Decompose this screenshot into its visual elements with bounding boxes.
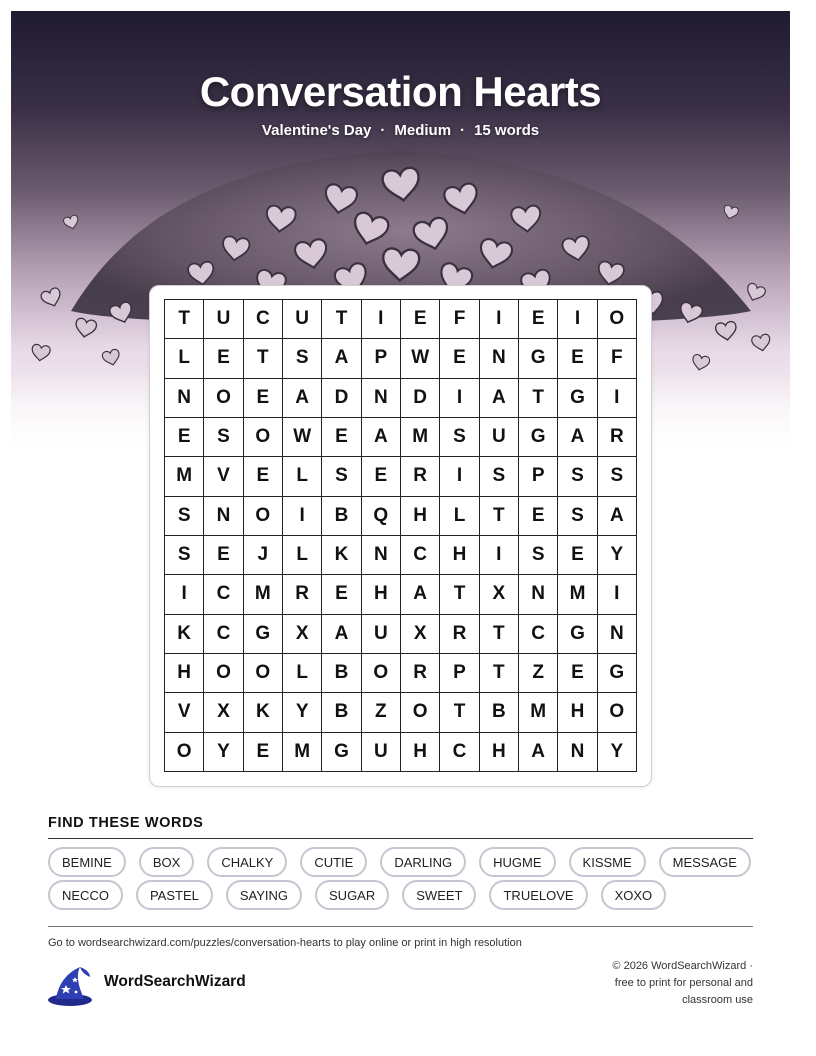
grid-cell[interactable]: S xyxy=(440,418,479,457)
grid-cell[interactable]: Q xyxy=(362,497,401,536)
grid-cell[interactable]: O xyxy=(401,693,440,732)
copyright-line: free to print for personal and xyxy=(614,977,753,989)
grid-cell[interactable]: C xyxy=(401,536,440,575)
grid-cell[interactable]: R xyxy=(401,654,440,693)
grid-cell[interactable]: V xyxy=(165,693,204,732)
grid-cell[interactable]: B xyxy=(322,654,361,693)
grid-cell[interactable]: H xyxy=(165,654,204,693)
grid-cell[interactable]: J xyxy=(244,536,283,575)
word-pill: SUGAR xyxy=(315,880,389,910)
grid-cell[interactable]: G xyxy=(519,418,558,457)
grid-cell[interactable]: A xyxy=(283,379,322,418)
grid-cell[interactable]: A xyxy=(322,339,361,378)
grid-cell[interactable]: S xyxy=(204,418,243,457)
grid-cell[interactable]: U xyxy=(480,418,519,457)
word-pill: BOX xyxy=(139,847,194,877)
grid-cell[interactable]: D xyxy=(401,379,440,418)
grid-cell[interactable]: N xyxy=(598,615,637,654)
footer-note: Go to wordsearchwizard.com/puzzles/conversation-hearts to play online or print in high resolution xyxy=(48,937,522,949)
word-pill: NECCO xyxy=(48,880,123,910)
grid-cell[interactable]: I xyxy=(480,536,519,575)
grid-cell[interactable]: S xyxy=(480,457,519,496)
word-pill: HUGME xyxy=(479,847,555,877)
grid-cell[interactable]: Y xyxy=(204,733,243,772)
grid-cell[interactable]: N xyxy=(558,733,597,772)
grid-cell[interactable]: I xyxy=(283,497,322,536)
grid-cell[interactable]: S xyxy=(558,457,597,496)
grid-cell[interactable]: O xyxy=(244,654,283,693)
word-pill: BEMINE xyxy=(48,847,126,877)
grid-cell[interactable]: Y xyxy=(598,733,637,772)
grid-cell[interactable]: E xyxy=(244,733,283,772)
candy-heart-shape xyxy=(40,287,64,309)
grid-cell[interactable]: E xyxy=(519,300,558,339)
grid-cell[interactable]: N xyxy=(519,575,558,614)
grid-cell[interactable]: C xyxy=(519,615,558,654)
grid-cell[interactable]: L xyxy=(283,536,322,575)
grid-cell[interactable]: A xyxy=(362,418,401,457)
grid-cell[interactable]: W xyxy=(283,418,322,457)
grid-cell[interactable]: E xyxy=(362,457,401,496)
grid-cell[interactable]: S xyxy=(165,497,204,536)
grid-cell[interactable]: A xyxy=(558,418,597,457)
candy-heart-shape xyxy=(74,318,97,339)
grid-cell[interactable]: O xyxy=(362,654,401,693)
grid-cell[interactable]: T xyxy=(440,575,479,614)
grid-cell[interactable]: C xyxy=(440,733,479,772)
grid-cell[interactable]: E xyxy=(244,379,283,418)
grid-cell[interactable]: M xyxy=(165,457,204,496)
grid-cell[interactable]: R xyxy=(283,575,322,614)
grid-cell[interactable]: P xyxy=(362,339,401,378)
grid-cell[interactable]: I xyxy=(440,379,479,418)
grid-cell[interactable]: T xyxy=(480,615,519,654)
grid-cell[interactable]: U xyxy=(204,300,243,339)
grid-cell[interactable]: C xyxy=(204,615,243,654)
wizard-hat-icon xyxy=(46,963,94,1007)
word-pill: XOXO xyxy=(601,880,667,910)
grid-cell[interactable]: K xyxy=(244,693,283,732)
grid-cell[interactable]: Y xyxy=(598,536,637,575)
grid-cell[interactable]: I xyxy=(165,575,204,614)
candy-heart-shape xyxy=(751,334,771,353)
difficulty-label: Medium xyxy=(394,122,452,139)
grid-cell[interactable]: G xyxy=(322,733,361,772)
grid-cell[interactable]: F xyxy=(598,339,637,378)
grid-cell[interactable]: U xyxy=(362,733,401,772)
grid-cell[interactable]: O xyxy=(204,379,243,418)
grid-cell[interactable]: G xyxy=(558,379,597,418)
candy-heart-shape xyxy=(691,354,710,372)
grid-cell[interactable]: E xyxy=(204,339,243,378)
divider xyxy=(48,838,753,839)
grid-cell[interactable]: R xyxy=(440,615,479,654)
word-pill: MESSAGE xyxy=(659,847,751,877)
word-pill: DARLING xyxy=(380,847,466,877)
grid-cell[interactable]: V xyxy=(204,457,243,496)
grid-cell[interactable]: E xyxy=(558,654,597,693)
grid-cell[interactable]: P xyxy=(440,654,479,693)
grid-cell[interactable]: S xyxy=(519,536,558,575)
candy-heart-shape xyxy=(31,344,51,362)
copyright-line: © 2026 WordSearchWizard · xyxy=(612,960,753,972)
word-pill: CHALKY xyxy=(207,847,287,877)
grid-cell[interactable]: S xyxy=(165,536,204,575)
grid-cell[interactable]: R xyxy=(598,418,637,457)
grid-cell[interactable]: S xyxy=(283,339,322,378)
candy-heart-shape xyxy=(102,349,122,367)
grid-cell[interactable]: Y xyxy=(283,693,322,732)
word-pill: CUTIE xyxy=(300,847,367,877)
grid-cell[interactable]: G xyxy=(558,615,597,654)
grid-cell[interactable]: U xyxy=(362,615,401,654)
grid-cell[interactable]: U xyxy=(283,300,322,339)
grid-cell[interactable]: L xyxy=(283,457,322,496)
grid-cell[interactable]: E xyxy=(244,457,283,496)
grid-cell[interactable]: O xyxy=(244,418,283,457)
grid-cell[interactable]: E xyxy=(401,300,440,339)
grid-cell[interactable]: N xyxy=(362,536,401,575)
separator-dot: · xyxy=(380,122,386,139)
grid-cell[interactable]: H xyxy=(362,575,401,614)
grid-cell[interactable]: T xyxy=(165,300,204,339)
grid-cell[interactable]: M xyxy=(558,575,597,614)
grid-cell[interactable]: I xyxy=(440,457,479,496)
grid-cell[interactable]: T xyxy=(244,339,283,378)
puzzle-meta xyxy=(11,122,790,139)
grid-cell[interactable]: W xyxy=(401,339,440,378)
candy-heart-shape xyxy=(715,321,738,341)
grid-cell[interactable]: T xyxy=(480,497,519,536)
grid-cell[interactable]: N xyxy=(362,379,401,418)
grid-cell[interactable]: M xyxy=(283,733,322,772)
grid-cell[interactable]: A xyxy=(598,497,637,536)
word-pill: PASTEL xyxy=(136,880,213,910)
grid-cell[interactable]: Z xyxy=(519,654,558,693)
grid-cell[interactable]: O xyxy=(165,733,204,772)
grid-cell[interactable]: G xyxy=(598,654,637,693)
grid-cell[interactable]: O xyxy=(598,693,637,732)
grid-cell[interactable]: E xyxy=(558,536,597,575)
word-pill: SWEET xyxy=(402,880,476,910)
word-list-heading: FIND THESE WORDS xyxy=(48,815,204,831)
grid-cell[interactable]: M xyxy=(519,693,558,732)
word-count-label: 15 words xyxy=(474,122,540,139)
word-pill: TRUELOVE xyxy=(489,880,587,910)
grid-cell[interactable]: E xyxy=(322,418,361,457)
grid-cell[interactable]: E xyxy=(558,339,597,378)
grid-cell[interactable]: O xyxy=(598,300,637,339)
grid-cell[interactable]: O xyxy=(244,497,283,536)
word-pill: KISSME xyxy=(569,847,646,877)
grid-cell[interactable]: X xyxy=(401,615,440,654)
grid-cell[interactable]: G xyxy=(519,339,558,378)
grid-cell[interactable]: Z xyxy=(362,693,401,732)
divider xyxy=(48,926,753,927)
grid-cell[interactable]: I xyxy=(598,379,637,418)
grid-cell[interactable]: B xyxy=(322,497,361,536)
grid-cell[interactable]: I xyxy=(598,575,637,614)
grid-cell[interactable]: X xyxy=(204,693,243,732)
grid-cell[interactable]: B xyxy=(480,693,519,732)
grid-cell[interactable]: X xyxy=(283,615,322,654)
grid-cell[interactable]: A xyxy=(401,575,440,614)
brand-name: WordSearchWizard xyxy=(104,973,246,990)
separator-dot: · xyxy=(460,122,466,139)
grid-cell[interactable]: A xyxy=(322,615,361,654)
grid-cell[interactable]: T xyxy=(480,654,519,693)
grid-cell[interactable]: O xyxy=(204,654,243,693)
grid-cell[interactable]: C xyxy=(204,575,243,614)
grid-cell[interactable]: B xyxy=(322,693,361,732)
grid-cell[interactable]: K xyxy=(165,615,204,654)
grid-cell[interactable]: H xyxy=(558,693,597,732)
grid-cell[interactable]: E xyxy=(519,497,558,536)
grid-cell[interactable]: H xyxy=(401,497,440,536)
grid-cell[interactable]: N xyxy=(165,379,204,418)
grid-cell[interactable]: L xyxy=(165,339,204,378)
copyright-line: classroom use xyxy=(682,994,753,1006)
candy-heart-shape xyxy=(63,215,80,231)
grid-cell[interactable]: I xyxy=(480,300,519,339)
copyright-notice xyxy=(560,958,753,1009)
grid-cell[interactable]: N xyxy=(204,497,243,536)
grid-cell[interactable]: E xyxy=(204,536,243,575)
grid-cell[interactable]: X xyxy=(480,575,519,614)
grid-cell[interactable]: L xyxy=(283,654,322,693)
word-list xyxy=(48,847,758,910)
grid-cell[interactable]: K xyxy=(322,536,361,575)
grid-cell[interactable]: E xyxy=(322,575,361,614)
theme-label: Valentine's Day xyxy=(261,122,372,139)
grid-cell[interactable]: E xyxy=(440,339,479,378)
grid-cell[interactable]: M xyxy=(244,575,283,614)
grid-cell[interactable]: N xyxy=(480,339,519,378)
grid-cell[interactable]: M xyxy=(401,418,440,457)
letter-grid[interactable] xyxy=(164,299,637,772)
grid-cell[interactable]: T xyxy=(519,379,558,418)
grid-cell[interactable]: I xyxy=(558,300,597,339)
grid-cell[interactable]: S xyxy=(598,457,637,496)
grid-cell[interactable]: T xyxy=(440,693,479,732)
grid-cell[interactable]: I xyxy=(362,300,401,339)
grid-cell[interactable]: T xyxy=(322,300,361,339)
grid-cell[interactable]: P xyxy=(519,457,558,496)
grid-cell[interactable]: A xyxy=(480,379,519,418)
grid-cell[interactable]: E xyxy=(165,418,204,457)
grid-cell[interactable]: A xyxy=(519,733,558,772)
grid-cell[interactable]: S xyxy=(322,457,361,496)
grid-cell[interactable]: S xyxy=(558,497,597,536)
page-title: Conversation Hearts xyxy=(199,68,602,115)
grid-cell[interactable]: H xyxy=(401,733,440,772)
grid-cell[interactable]: D xyxy=(322,379,361,418)
grid-cell[interactable]: F xyxy=(440,300,479,339)
grid-cell[interactable]: L xyxy=(440,497,479,536)
candy-heart-shape xyxy=(722,205,739,221)
grid-cell[interactable]: G xyxy=(244,615,283,654)
candy-heart-shape xyxy=(744,282,767,303)
grid-cell[interactable]: R xyxy=(401,457,440,496)
grid-cell[interactable]: C xyxy=(244,300,283,339)
word-pill: SAYING xyxy=(226,880,302,910)
grid-cell[interactable]: H xyxy=(440,536,479,575)
grid-cell[interactable]: H xyxy=(480,733,519,772)
